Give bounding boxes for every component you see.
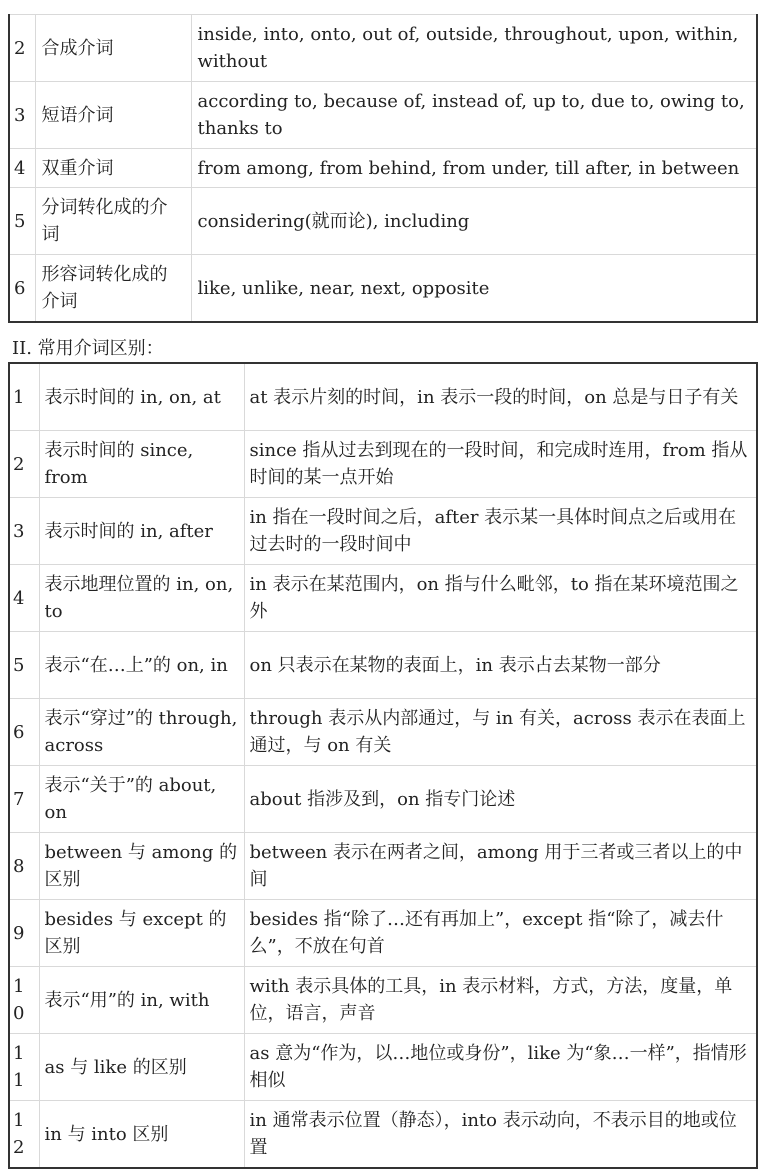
section-heading: II. 常用介词区别： <box>12 338 164 359</box>
row-content: inside, into, onto, out of, outside, throughout, upon, within, without <box>191 15 757 82</box>
row-category: 表示时间的 in, on, at <box>39 363 244 431</box>
row-category: as 与 like 的区别 <box>39 1034 244 1101</box>
row-category: 表示时间的 since, from <box>39 431 244 498</box>
row-category: 双重介词 <box>35 149 191 188</box>
row-number: 4 <box>9 149 35 188</box>
row-content: through 表示从内部通过，与 in 有关，across 表示在表面上通过，与 on 有关 <box>244 699 757 766</box>
row-number: 5 <box>9 632 39 699</box>
row-category: 表示“在…上”的 on, in <box>39 632 244 699</box>
row-content: considering(就而论), including <box>191 188 757 255</box>
table-row <box>9 15 757 82</box>
row-number: 1 <box>9 363 39 431</box>
table-row <box>9 149 757 188</box>
row-number: 4 <box>9 565 39 632</box>
table-row <box>9 565 757 632</box>
table-row <box>9 766 757 833</box>
row-content: in 通常表示位置（静态），into 表示动向，不表示目的地或位置 <box>244 1101 757 1169</box>
row-content: according to, because of, instead of, up to, due to, owing to, thanks to <box>191 82 757 149</box>
row-number: 9 <box>9 900 39 967</box>
row-category: in 与 into 区别 <box>39 1101 244 1169</box>
row-number: 8 <box>9 833 39 900</box>
compound-prepositions-table <box>8 14 758 323</box>
row-content: like, unlike, near, next, opposite <box>191 255 757 323</box>
row-category: besides 与 except 的区别 <box>39 900 244 967</box>
row-content: between 表示在两者之间，among 用于三者或三者以上的中间 <box>244 833 757 900</box>
row-content: about 指涉及到，on 指专门论述 <box>244 766 757 833</box>
row-category: 形容词转化成的介词 <box>35 255 191 323</box>
table-row <box>9 188 757 255</box>
table-row <box>9 699 757 766</box>
row-number: 12 <box>9 1101 39 1169</box>
row-number: 6 <box>9 255 35 323</box>
table-row <box>9 82 757 149</box>
row-number: 7 <box>9 766 39 833</box>
row-category: 合成介词 <box>35 15 191 82</box>
row-category: 表示时间的 in, after <box>39 498 244 565</box>
table-row <box>9 431 757 498</box>
preposition-differences-table <box>8 362 758 1169</box>
table-row <box>9 1034 757 1101</box>
row-content: with 表示具体的工具，in 表示材料，方式，方法，度量，单位，语言，声音 <box>244 967 757 1034</box>
row-category: 表示“用”的 in, with <box>39 967 244 1034</box>
row-number: 5 <box>9 188 35 255</box>
row-content: since 指从过去到现在的一段时间，和完成时连用，from 指从时间的某一点开始 <box>244 431 757 498</box>
row-number: 11 <box>9 1034 39 1101</box>
row-content: in 指在一段时间之后，after 表示某一具体时间点之后或用在过去时的一段时间中 <box>244 498 757 565</box>
table-row <box>9 498 757 565</box>
row-content: as 意为“作为，以…地位或身份”，like 为“象…一样”，指情形相似 <box>244 1034 757 1101</box>
row-content: in 表示在某范围内，on 指与什么毗邻，to 指在某环境范围之外 <box>244 565 757 632</box>
row-category: 短语介词 <box>35 82 191 149</box>
table-row <box>9 1101 757 1169</box>
table-row <box>9 632 757 699</box>
row-number: 2 <box>9 15 35 82</box>
table-row <box>9 900 757 967</box>
row-content: besides 指“除了…还有再加上”，except 指“除了，减去什么”，不放在句首 <box>244 900 757 967</box>
table-row <box>9 255 757 323</box>
row-number: 6 <box>9 699 39 766</box>
row-content: on 只表示在某物的表面上，in 表示占去某物一部分 <box>244 632 757 699</box>
row-number: 3 <box>9 82 35 149</box>
row-number: 3 <box>9 498 39 565</box>
table-row <box>9 833 757 900</box>
row-number: 2 <box>9 431 39 498</box>
row-category: 表示“关于”的 about, on <box>39 766 244 833</box>
row-number: 10 <box>9 967 39 1034</box>
row-content: from among, from behind, from under, till after, in between <box>191 149 757 188</box>
table-row <box>9 363 757 431</box>
row-category: 分词转化成的介词 <box>35 188 191 255</box>
row-category: 表示“穿过”的 through, across <box>39 699 244 766</box>
table-row <box>9 967 757 1034</box>
row-category: 表示地理位置的 in, on, to <box>39 565 244 632</box>
row-content: at 表示片刻的时间，in 表示一段的时间，on 总是与日子有关 <box>244 363 757 431</box>
row-category: between 与 among 的区别 <box>39 833 244 900</box>
